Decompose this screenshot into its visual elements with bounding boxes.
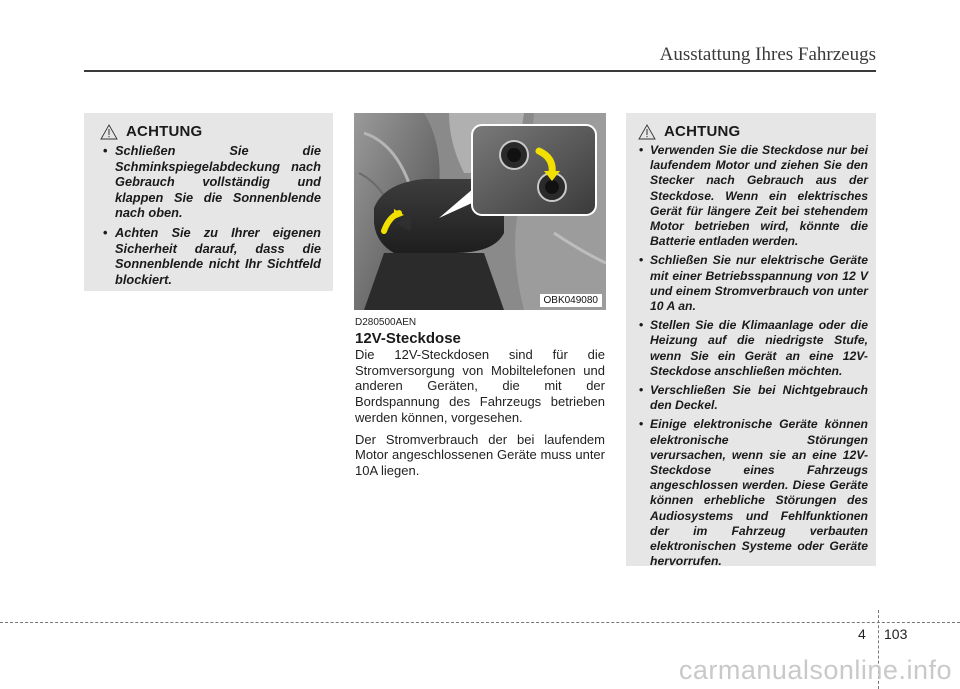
caution-heading bbox=[100, 123, 321, 140]
page-number: 103 bbox=[884, 626, 908, 642]
caution-heading bbox=[638, 123, 868, 140]
caution-list bbox=[100, 143, 321, 287]
caution-item: • Verwenden Sie die Steckdose nur bei laufendem Motor und ziehen Sie den Stecker nach Gebrauch aus der Steckdose. Wenn ein elektrisches Gerät für längere Zeit bei stehendem Motor betrieben wird, könnte die Batterie entladen werden. bbox=[638, 143, 868, 249]
caution-box-right bbox=[626, 113, 876, 569]
chapter-number: 4 bbox=[858, 626, 866, 642]
warning-triangle-icon bbox=[638, 124, 656, 140]
running-header: Ausstattung Ihres Fahrzeugs bbox=[659, 44, 876, 65]
caution-item: • Verschließen Sie bei Nichtgebrauch den Deckel. bbox=[638, 383, 868, 413]
caution-title: ACHTUNG bbox=[126, 123, 203, 140]
caution-item: • Schließen Sie die Schminkspiegelabdeckung nach Gebrauch vollständig und klappen Sie die Sonnenblende nach oben. bbox=[100, 143, 321, 221]
caution-title: ACHTUNG bbox=[664, 123, 741, 140]
section-title: 12V-Steckdose bbox=[355, 330, 461, 347]
caution-item: • Stellen Sie die Klimaanlage oder die Heizung auf die niedrigste Stufe, wenn Sie ein Gerät an eine 12V-Steckdose anschließen möchten. bbox=[638, 318, 868, 379]
body-paragraph: Die 12V-Steckdosen sind für die Stromversorgung von Mobiltelefonen und anderen Geräten, die mit der Bordspannung des Fahrzeugs betrieben werden können, vorgesehen. bbox=[355, 347, 605, 425]
caution-box-left bbox=[84, 113, 333, 291]
caution-item: • Einige elektronische Geräte können elektronische Störungen verursachen, wenn sie an eine 12V-Steckdose eines Fahrzeugs angeschlossen werden. Diese Geräte können erhebliche Störungen des Audiosystems und Fehlfunktionen der im Fahrzeug verbauten elektronischen Systeme oder Geräte hervorrufen. bbox=[638, 417, 868, 569]
caution-list bbox=[638, 143, 868, 569]
body-paragraph: Der Stromverbrauch der bei laufendem Motor angeschlossenen Geräte muss unter 10A liegen. bbox=[355, 431, 605, 478]
figure-label: OBK049080 bbox=[540, 294, 603, 307]
section-code: D280500AEN bbox=[355, 317, 417, 328]
watermark: carmanualsonline.info bbox=[678, 655, 952, 685]
header-rule bbox=[84, 70, 876, 72]
caution-item: • Schließen Sie nur elektrische Geräte mit einer Betriebsspannung von 12 V und einem Stromverbrauch von unter 10 A an. bbox=[638, 253, 868, 314]
power-outlet-photo bbox=[354, 113, 606, 310]
warning-triangle-icon bbox=[100, 124, 118, 140]
footer-rule bbox=[0, 622, 960, 623]
section-body bbox=[355, 347, 605, 485]
caution-item: • Achten Sie zu Ihrer eigenen Sicherheit darauf, dass die Sonnenblende nicht Ihr Sichtfeld blockiert. bbox=[100, 225, 321, 287]
console-illustration bbox=[354, 113, 606, 310]
